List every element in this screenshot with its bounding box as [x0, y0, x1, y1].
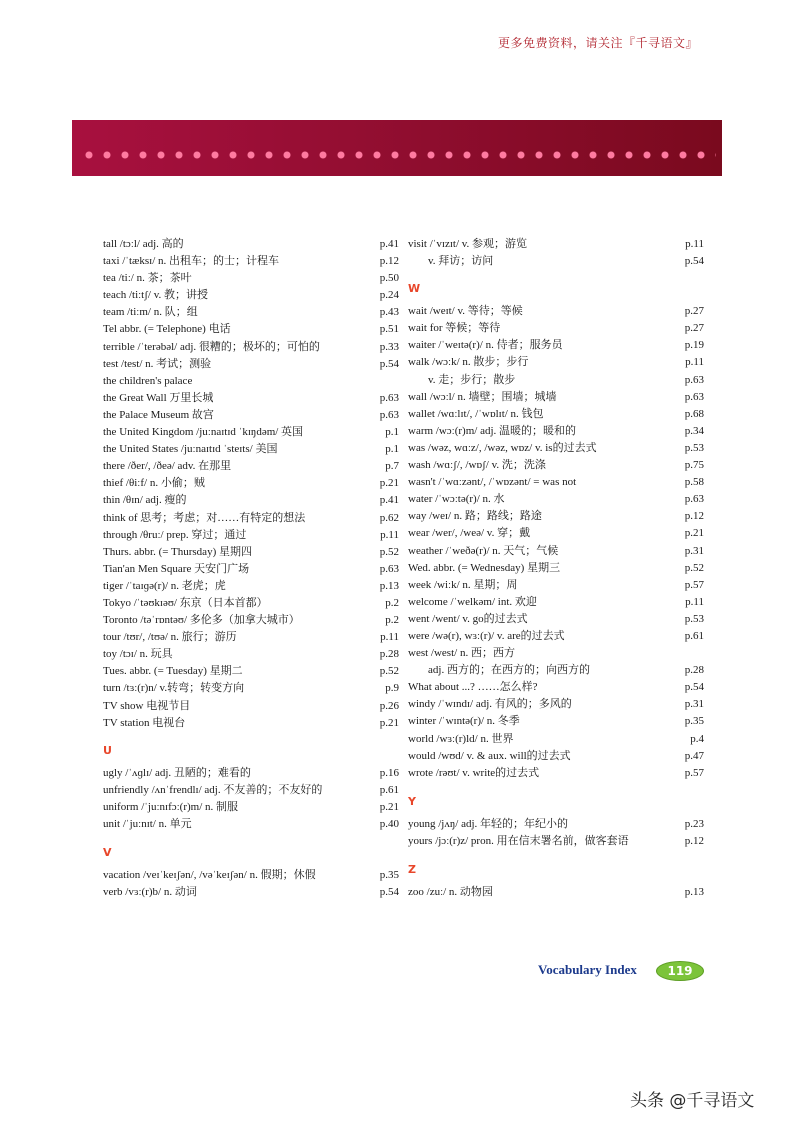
vocab-entry-page: p.75 — [684, 459, 704, 472]
vocab-entry-page: p.26 — [379, 699, 399, 712]
vocab-entry — [408, 423, 704, 440]
vocab-entry-page: p.1 — [385, 443, 399, 456]
vocab-entry — [408, 662, 704, 679]
vocab-entry-page: p.57 — [684, 766, 704, 779]
vocab-entry-text: unfriendly /ʌnˈfrendlɪ/ adj. 不友善的；不友好的 — [103, 783, 323, 796]
vocab-entry-page: p.31 — [684, 544, 704, 557]
vocab-entry-text: visit /ˈvɪzɪt/ v. 参观；游览 — [408, 238, 528, 250]
vocab-entry-text: the children's palace — [103, 374, 193, 387]
vocab-entry-page: p.47 — [684, 749, 704, 762]
vocab-entry-text: Tokyo /ˈtəʊkɪəʊ/ 东京（日本首都） — [103, 596, 268, 609]
vocab-entry-page: p.13 — [684, 886, 704, 898]
vocab-entry-page: p.2 — [385, 596, 399, 609]
vocab-entry-page: p.21 — [379, 477, 399, 490]
vocab-entry-text: wasn't /ˈwɑːzənt/, /ˈwɒzənt/ = was not — [408, 476, 577, 489]
vocab-entry-text: walk /wɔːk/ n. 散步；步行 — [408, 356, 529, 369]
vocab-entry-page: p.11 — [685, 595, 704, 608]
vocab-entry — [408, 628, 704, 645]
vocab-entry — [103, 612, 399, 629]
vocab-entry — [408, 765, 704, 782]
vocab-entry-text: unit /ˈjuːnɪt/ n. 单元 — [103, 818, 192, 830]
vocab-entry-text: wait /weɪt/ v. 等待；等候 — [408, 305, 523, 318]
vocab-entry-page: p.7 — [385, 460, 399, 473]
vocab-entry-page: p.40 — [379, 818, 399, 830]
top-promo-note: 更多免费资料，请关注『千寻语文』 — [497, 36, 698, 50]
vocab-entry-page: p.52 — [379, 545, 399, 558]
vocab-entry — [408, 337, 704, 354]
vocab-entry-page: p.16 — [379, 766, 399, 779]
vocab-entry-page: p.34 — [684, 424, 704, 437]
vocab-entry-text: were /wə(r), wɜː(r)/ v. are的过去式 — [408, 629, 565, 642]
vocab-entry — [103, 510, 399, 527]
vocab-entry — [408, 491, 704, 508]
vocab-entry-page: p.54 — [379, 357, 399, 370]
vocab-entry-page: p.43 — [379, 306, 399, 319]
vocab-entry — [103, 287, 399, 304]
vocab-entry-page: p.54 — [684, 681, 704, 694]
vocab-entry — [408, 696, 704, 713]
vocab-entry-text: v. 走；步行；散步 — [428, 373, 516, 386]
vocab-entry-page: p.1 — [385, 426, 399, 439]
vocab-entry-page: p.27 — [684, 305, 704, 318]
vocab-entry-text: TV show 电视节目 — [103, 699, 191, 712]
vocab-entry — [103, 799, 399, 816]
vocab-entry-text: Tian'an Men Square 天安门广场 — [103, 562, 250, 575]
section-letter-u: U — [103, 743, 112, 757]
vocab-entry — [408, 508, 704, 525]
vocab-entry-page: p.23 — [684, 817, 704, 830]
vocab-entry-page: p.53 — [684, 612, 704, 625]
vocab-entry-text: water /ˈwɔːtə(r)/ n. 水 — [408, 493, 505, 506]
vocab-entry-text: terrible /ˈterəbəl/ adj. 很糟的；极坏的；可怕的 — [103, 340, 320, 353]
vocab-entry-text: tea /tiː/ n. 茶；茶叶 — [103, 272, 192, 285]
vocab-entry-text: there /ðer/, /ðeə/ adv. 在那里 — [103, 460, 232, 473]
vocab-entry — [408, 884, 704, 901]
vocab-entry-text: test /test/ n. 考试；测验 — [103, 357, 212, 370]
vocab-entry-page: p.63 — [684, 390, 704, 403]
vocab-entry-text: yours /jɔː(r)z/ pron. 用在信末署名前，做客套语 — [408, 834, 629, 847]
vocab-entry-text: weather /ˈweðə(r)/ n. 天气；气候 — [408, 544, 559, 557]
vocab-entry — [103, 236, 399, 253]
vocab-entry-text: waiter /ˈweɪtə(r)/ n. 侍者；服务员 — [408, 339, 563, 352]
vocab-entry-page: p.21 — [684, 527, 704, 540]
vocab-entry-page: p.21 — [379, 716, 399, 729]
vocab-entry-page: p.9 — [385, 682, 399, 695]
vocab-entry — [103, 407, 399, 424]
vocab-column-left — [103, 236, 399, 901]
vocab-entry-text: windy /ˈwɪndɪ/ adj. 有风的；多风的 — [408, 698, 572, 711]
vocab-entry-page: p.11 — [685, 356, 704, 369]
vocab-entry-text: think of 思考；考虑；对……有特定的想法 — [103, 511, 306, 524]
vocab-entry-text: wash /wɑːʃ/, /wɒʃ/ v. 洗；洗涤 — [408, 459, 546, 472]
vocab-entry-page: p.24 — [379, 289, 399, 302]
section-letter-w: W — [408, 282, 421, 296]
vocab-entry-text: thief /θiːf/ n. 小偷；贼 — [103, 477, 205, 490]
vocab-entry-text: tiger /ˈtaɪɡə(r)/ n. 老虎；虎 — [103, 579, 226, 592]
vocab-entry-text: v. 拜访；访问 — [428, 255, 494, 268]
vocab-entry-text: world /wɜː(r)ld/ n. 世界 — [408, 732, 514, 745]
vocab-entry-page: p.61 — [379, 783, 399, 796]
vocab-entry — [408, 440, 704, 457]
vocab-entry-text: through /θruː/ prep. 穿过；通过 — [103, 528, 247, 541]
vocab-entry-text: the United Kingdom /juːnaɪtɪd ˈkɪŋdəm/ 英国 — [103, 426, 304, 439]
vocab-entry — [103, 884, 399, 901]
vocab-entry — [103, 270, 399, 287]
vocab-entry — [103, 629, 399, 646]
vocab-entry-page: p.52 — [379, 665, 399, 678]
vocab-entry — [103, 441, 399, 458]
vocab-entry-page: p.41 — [379, 494, 399, 507]
vocab-entry-text: uniform /ˈjuːnɪfɔː(r)m/ n. 制服 — [103, 800, 239, 813]
vocab-entry-page: p.35 — [684, 715, 704, 728]
vocab-entry — [408, 833, 704, 850]
vocab-entry — [408, 474, 704, 491]
vocab-entry-page: p.62 — [379, 511, 399, 524]
vocab-entry — [103, 390, 399, 407]
vocab-entry — [103, 595, 399, 612]
vocab-entry-text: welcome /ˈwelkəm/ int. 欢迎 — [408, 595, 537, 608]
vocab-entry — [408, 389, 704, 406]
vocab-entry-text: Wed. abbr. (= Wednesday) 星期三 — [408, 561, 561, 574]
vocab-entry — [408, 748, 704, 765]
vocab-entry-text: TV station 电视台 — [103, 716, 186, 729]
vocab-entry-page: p.4 — [690, 732, 704, 745]
vocab-entry-text: was /wəz, wɑːz/, /wəz, wɒz/ v. is的过去式 — [408, 441, 597, 454]
vocab-entry-text: Tel abbr. (= Telephone) 电话 — [103, 323, 231, 336]
vocab-entry-text: warm /wɔː(r)m/ adj. 温暖的；暖和的 — [408, 424, 577, 437]
vocab-entry — [408, 594, 704, 611]
vocab-entry-page: p.11 — [380, 631, 399, 644]
vocab-entry-text: the Palace Museum 故宫 — [103, 408, 214, 421]
vocab-entry-page: p.68 — [684, 407, 704, 420]
vocab-entry-text: week /wiːk/ n. 星期；周 — [408, 578, 518, 591]
vocab-entry-text: would /wʊd/ v. & aux. will的过去式 — [408, 749, 571, 762]
vocab-entry-text: Toronto /təˈrɒntəʊ/ 多伦多（加拿大城市） — [103, 614, 300, 627]
vocab-entry — [103, 561, 399, 578]
vocab-entry-page: p.19 — [684, 339, 704, 352]
vocab-entry-text: taxi /ˈtæksɪ/ n. 出租车；的士；计程车 — [103, 255, 279, 268]
vocab-entry-page: p.28 — [379, 648, 399, 661]
vocab-entry-page: p.33 — [379, 340, 399, 353]
vocab-entry-text: young /jʌŋ/ adj. 年轻的；年纪小的 — [408, 817, 569, 830]
vocab-column-right — [408, 236, 704, 901]
vocab-entry — [408, 406, 704, 423]
vocab-entry — [408, 679, 704, 696]
vocab-entry-page: p.27 — [684, 322, 704, 335]
vocab-entry-page: p.63 — [379, 391, 399, 404]
vocab-entry-page: p.11 — [685, 238, 704, 250]
vocab-entry — [408, 611, 704, 628]
vocab-entry — [408, 320, 704, 337]
vocab-entry-text: wrote /rəʊt/ v. write的过去式 — [408, 766, 540, 779]
vocab-entry-page: p.63 — [379, 562, 399, 575]
vocab-entry — [103, 253, 399, 270]
vocab-entry — [103, 578, 399, 595]
section-letter-y: Y — [408, 794, 416, 808]
vocab-entry-page: p.21 — [379, 800, 399, 813]
vocab-entry — [103, 680, 399, 697]
vocab-entry — [103, 527, 399, 544]
vocab-entry — [408, 236, 704, 253]
vocab-entry-page: p.51 — [379, 323, 399, 336]
banner-dot-row — [80, 150, 716, 160]
vocab-entry-page: p.12 — [684, 510, 704, 523]
vocab-entry — [408, 457, 704, 474]
vocab-entry-text: vacation /veɪˈkeɪʃən/, /vəˈkeɪʃən/ n. 假期；休假 — [103, 869, 316, 882]
vocab-entry-page: p.41 — [379, 238, 399, 250]
vocab-entry-text: adj. 西方的；在西方的；向西方的 — [428, 664, 590, 677]
vocab-entry — [103, 698, 399, 715]
vocab-entry-page: p.53 — [684, 441, 704, 454]
vocab-entry — [103, 321, 399, 338]
vocab-entry — [408, 543, 704, 560]
vocab-entry-text: tall /tɔːl/ adj. 高的 — [103, 238, 184, 250]
vocab-entry-text: wait for 等候；等待 — [408, 322, 501, 335]
page-number-badge: 119 — [656, 961, 704, 981]
vocab-entry — [408, 372, 704, 389]
vocab-entry-text: wall /wɔːl/ n. 墙壁；围墙；城墙 — [408, 390, 557, 403]
vocab-entry-text: tour /tʊr/, /tʊə/ n. 旅行；游历 — [103, 631, 237, 644]
vocab-entry-page: p.57 — [684, 578, 704, 591]
vocab-entry-text: thin /θɪn/ adj. 瘦的 — [103, 494, 187, 507]
vocab-entry-page: p.12 — [684, 834, 704, 847]
vocab-entry — [103, 816, 399, 833]
vocab-entry — [408, 303, 704, 320]
vocab-entry-page: p.11 — [380, 528, 399, 541]
vocab-entry-text: Tues. abbr. (= Tuesday) 星期二 — [103, 665, 243, 678]
vocab-entry — [103, 373, 399, 390]
vocab-entry-text: toy /tɔɪ/ n. 玩具 — [103, 648, 173, 661]
vocab-entry — [408, 731, 704, 748]
vocab-entry — [103, 867, 399, 884]
vocab-entry-page: p.63 — [379, 408, 399, 421]
vocab-entry — [103, 458, 399, 475]
vocab-entry — [103, 304, 399, 321]
vocab-entry — [103, 544, 399, 561]
vocab-entry-text: verb /vɜː(r)b/ n. 动词 — [103, 886, 197, 899]
section-letter-v: V — [103, 846, 112, 860]
vocab-entry-text: wear /wer/, /weə/ v. 穿；戴 — [408, 527, 531, 540]
vocab-entry — [408, 525, 704, 542]
vocab-entry-text: team /tiːm/ n. 队；组 — [103, 306, 198, 319]
watermark: 头条 @千寻语文 — [630, 1091, 755, 1111]
vocab-entry-text: went /went/ v. go的过去式 — [408, 612, 528, 625]
vocab-entry-page: p.28 — [684, 664, 704, 677]
vocab-entry — [408, 354, 704, 371]
vocab-entry-page: p.63 — [684, 493, 704, 506]
vocab-entry-text: zoo /zuː/ n. 动物园 — [408, 886, 493, 898]
vocab-entry-text: ugly /ˈʌɡlɪ/ adj. 丑陋的；难看的 — [103, 766, 251, 779]
vocab-entry-page: p.58 — [684, 476, 704, 489]
vocab-entry — [408, 560, 704, 577]
vocab-entry-text: teach /tiːtʃ/ v. 教；讲授 — [103, 289, 208, 302]
vocab-entry — [103, 646, 399, 663]
vocab-entry-text: wallet /wɑːlɪt/, /ˈwɒlɪt/ n. 钱包 — [408, 407, 544, 420]
vocab-entry — [103, 765, 399, 782]
vocab-entry-text: way /weɪ/ n. 路；路线；路途 — [408, 510, 542, 523]
vocab-entry — [103, 424, 399, 441]
vocab-entry — [408, 713, 704, 730]
header-banner — [72, 120, 722, 176]
vocab-entry-page: p.52 — [684, 561, 704, 574]
vocab-entry-page: p.13 — [379, 579, 399, 592]
vocab-entry — [103, 663, 399, 680]
vocab-entry — [103, 356, 399, 373]
vocab-entry-page: p.35 — [379, 869, 399, 882]
vocab-entry-text: What about ...? ……怎么样? — [408, 681, 538, 694]
vocab-entry-page: p.50 — [379, 272, 399, 285]
vocab-entry-text: Thurs. abbr. (= Thursday) 星期四 — [103, 545, 252, 558]
vocab-entry — [408, 253, 704, 270]
vocab-entry-text: west /west/ n. 西；西方 — [408, 647, 515, 660]
vocab-entry — [408, 645, 704, 662]
vocab-entry-page: p.54 — [379, 886, 399, 899]
vocab-entry-page: p.12 — [379, 255, 399, 268]
vocab-entry-page: p.31 — [684, 698, 704, 711]
vocab-entry — [103, 782, 399, 799]
vocab-entry-text: the United States /juːnaɪtɪd ˈsteɪts/ 美国 — [103, 443, 278, 456]
vocab-entry — [103, 492, 399, 509]
vocab-entry — [408, 577, 704, 594]
vocab-entry-text: turn /tɜː(r)n/ v.转弯；转变方向 — [103, 682, 245, 695]
vocab-entry-text: the Great Wall 万里长城 — [103, 391, 214, 404]
vocab-entry-page: p.61 — [684, 629, 704, 642]
vocab-entry — [408, 816, 704, 833]
vocab-entry-text: winter /ˈwɪntə(r)/ n. 冬季 — [408, 715, 520, 728]
vocab-entry-page: p.2 — [385, 614, 399, 627]
section-letter-z: Z — [408, 863, 416, 876]
vocab-entry — [103, 475, 399, 492]
section-title: Vocabulary Index — [538, 962, 637, 977]
vocab-entry-page: p.54 — [684, 255, 704, 268]
vocab-entry — [103, 339, 399, 356]
vocab-entry-page: p.63 — [684, 373, 704, 386]
vocab-entry — [103, 715, 399, 732]
